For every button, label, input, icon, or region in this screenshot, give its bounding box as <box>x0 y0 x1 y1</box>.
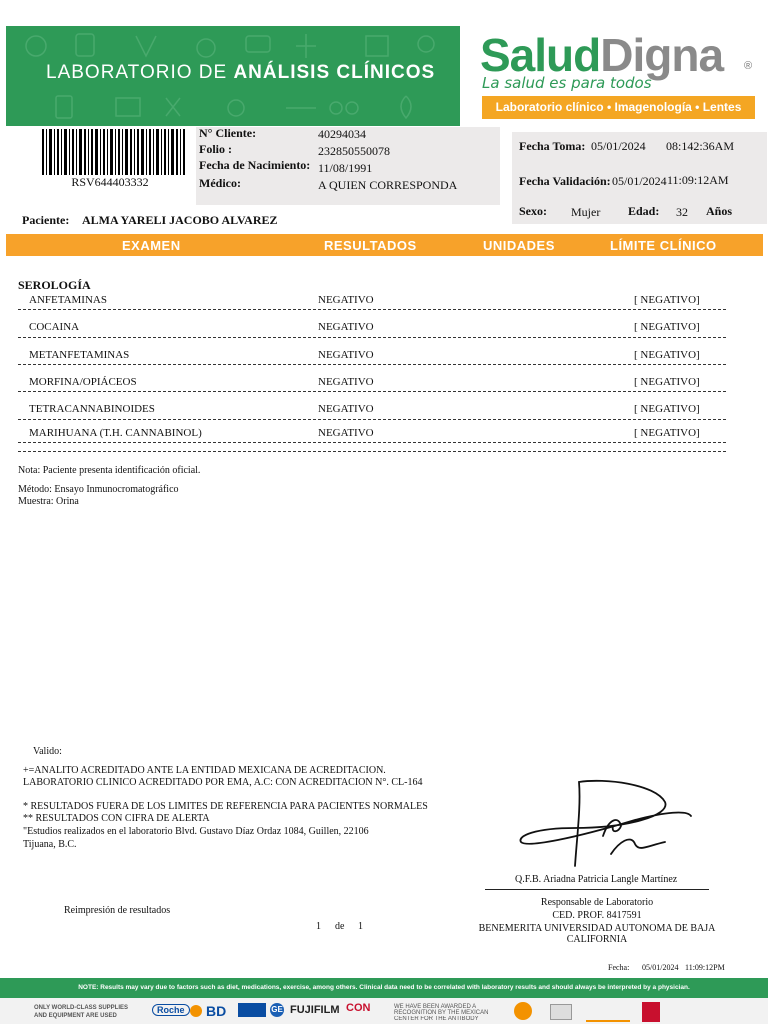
table-row-reference: [ NEGATIVO] <box>634 376 700 388</box>
note-identification: Nota: Paciente presenta identificación oficial. <box>18 465 201 476</box>
con-logo: CON <box>346 1002 371 1014</box>
legend-line-2: ** RESULTADOS CON CIFRA DE ALERTA <box>23 813 210 824</box>
table-end-divider <box>18 451 726 452</box>
table-row-name: MORFINA/OPIÁCEOS <box>29 376 137 388</box>
folio-value: 232850550078 <box>318 144 390 158</box>
edad-unit: Años <box>706 204 733 218</box>
row-divider <box>18 337 726 338</box>
suppliers-line-2: AND EQUIPMENT ARE USED <box>34 1013 117 1019</box>
signer-cedula: CED. PROF. 8417591 <box>552 910 642 921</box>
header-banner <box>6 26 460 126</box>
nacimiento-value: 11/08/1991 <box>318 161 373 175</box>
medico-label: Médico: <box>199 176 241 190</box>
note-sample: Muestra: Orina <box>18 496 79 507</box>
barcode-number: RSV644403332 <box>71 175 149 189</box>
bd-logo: BD <box>206 1003 227 1019</box>
lab-address-line-2: Tijuana, B.C. <box>23 839 77 850</box>
table-row-name: METANFETAMINAS <box>29 349 130 361</box>
row-divider <box>18 419 726 420</box>
logo-tagline: La salud es para todos <box>482 74 652 92</box>
fujifilm-logo: FUJIFILM <box>290 1004 340 1016</box>
signer-university-1: BENEMERITA UNIVERSIDAD AUTONOMA DE BAJA <box>478 923 716 934</box>
page-current: 1 <box>316 921 321 932</box>
salud-digna-logo: SaludDigna <box>480 29 724 81</box>
award-seal-icon <box>514 1002 532 1020</box>
table-row-result: NEGATIVO <box>318 349 374 361</box>
legend-line-1: * RESULTADOS FUERA DE LOS LIMITES DE REFERENCIA PARA PACIENTES NORMALES <box>23 801 428 812</box>
folio-label: Folio : <box>199 142 232 156</box>
row-divider <box>18 309 726 310</box>
table-row-result: NEGATIVO <box>318 403 374 415</box>
partners-bar <box>0 998 768 1024</box>
roche-logo: Roche <box>152 1004 190 1016</box>
print-date-time: 11:09:12PM <box>685 963 725 972</box>
table-row-name: ANFETAMINAS <box>29 294 107 306</box>
lab-address-line-1: "Estudios realizados en el laboratorio Blvd. Gustavo Díaz Ordaz 1084, Guillen, 22106 <box>23 826 369 837</box>
header-examen: EXAMEN <box>122 238 181 253</box>
signer-name: Q.F.B. Ariadna Patricia Langle Martínez <box>515 874 678 885</box>
ge-logo: GE <box>270 1003 284 1017</box>
table-row-name: MARIHUANA (T.H. CANNABINOL) <box>29 427 202 439</box>
accreditation-line-1: +=ANALITO ACREDITADO ANTE LA ENTIDAD MEXICANA DE ACREDITACION. <box>23 765 386 776</box>
signer-role: Responsable de Laboratorio <box>540 897 654 908</box>
table-row-reference: [ NEGATIVO] <box>634 321 700 333</box>
sexo-label: Sexo: <box>519 204 547 218</box>
table-row-result: NEGATIVO <box>318 294 374 306</box>
award-line-3: CENTER FOR THE ANTIBODY <box>394 1016 479 1022</box>
cliente-value: 40294034 <box>318 127 366 141</box>
award-line-2: RECOGNITION BY THE MEXICAN <box>394 1010 489 1016</box>
header-unidades: UNIDADES <box>483 238 555 253</box>
row-divider <box>18 364 726 365</box>
banner-title: LABORATORIO DE ANÁLISIS CLÍNICOS <box>46 62 436 83</box>
table-row-reference: [ NEGATIVO] <box>634 294 700 306</box>
print-date-label: Fecha: <box>608 963 630 972</box>
reprint-label: Reimpresión de resultados <box>64 905 171 916</box>
fecha-toma-time: 08:142:36AM <box>666 139 735 153</box>
nacimiento-label: Fecha de Nacimiento: <box>199 158 311 172</box>
cert-badge-icon <box>550 1004 572 1020</box>
award-line-1: WE HAVE BEEN AWARDED A <box>394 1004 477 1010</box>
row-divider <box>18 391 726 392</box>
page-total: 1 <box>358 921 363 932</box>
signature-icon <box>515 776 705 872</box>
table-row-result: NEGATIVO <box>318 376 374 388</box>
header-limite: LÍMITE CLÍNICO <box>610 238 717 253</box>
accreditation-line-2: LABORATORIO CLINICO ACREDITADO POR EMA, A.C: CON ACREDITACION N°. CL-164 <box>23 777 423 788</box>
table-row-name: COCAINA <box>29 321 80 333</box>
valido-label: Valido: <box>33 746 62 757</box>
barcode-icon <box>40 129 190 175</box>
page-of: de <box>335 921 345 932</box>
section-title: SEROLOGÍA <box>18 278 91 292</box>
fecha-validacion-label: Fecha Validación: <box>519 174 611 188</box>
medico-value: A QUIEN CORRESPONDA <box>318 178 458 192</box>
services-bar: Laboratorio clínico • Imagenología • Lentes <box>482 96 755 119</box>
edad-value: 32 <box>676 205 688 219</box>
signature-line <box>485 889 709 890</box>
sexo-value: Mujer <box>571 205 601 219</box>
note-method: Método: Ensayo Inmunocromatográfico <box>18 484 179 495</box>
header-resultados: RESULTADOS <box>324 238 417 253</box>
cliente-label: N° Cliente: <box>199 126 257 140</box>
registered-mark: ® <box>744 60 753 72</box>
red-seal-icon <box>642 1002 660 1022</box>
table-row-reference: [ NEGATIVO] <box>634 349 700 361</box>
fecha-validacion-date: 05/01/2024 <box>612 174 667 188</box>
table-row-result: NEGATIVO <box>318 321 374 333</box>
suppliers-line-1: ONLY WORLD-CLASS SUPPLIES <box>34 1005 129 1011</box>
table-row-name: TETRACANNABINOIDES <box>29 403 155 415</box>
table-row-result: NEGATIVO <box>318 427 374 439</box>
disclaimer-bar: NOTE: Results may vary due to factors such as diet, medications, exercise, among others. Clinical data need to be correlated with laboratory results and should always be interpreted by a physician. <box>0 978 768 998</box>
fecha-toma-label: Fecha Toma: <box>519 139 586 153</box>
table-row-reference: [ NEGATIVO] <box>634 427 700 439</box>
edad-label: Edad: <box>628 204 660 218</box>
paciente-value: ALMA YARELI JACOBO ALVAREZ <box>82 213 278 227</box>
fecha-toma-date: 05/01/2024 <box>591 139 646 153</box>
optilab-logo-icon <box>238 1003 266 1017</box>
paciente-label: Paciente: <box>22 213 70 227</box>
bd-logo-icon <box>190 1005 202 1017</box>
print-date-value: 05/01/2024 <box>642 963 679 972</box>
signer-university-2: CALIFORNIA <box>566 934 628 945</box>
row-divider <box>18 442 726 443</box>
fecha-validacion-time: 11:09:12AM <box>667 173 729 187</box>
table-row-reference: [ NEGATIVO] <box>634 403 700 415</box>
vcheck-logo-icon <box>586 1002 630 1022</box>
